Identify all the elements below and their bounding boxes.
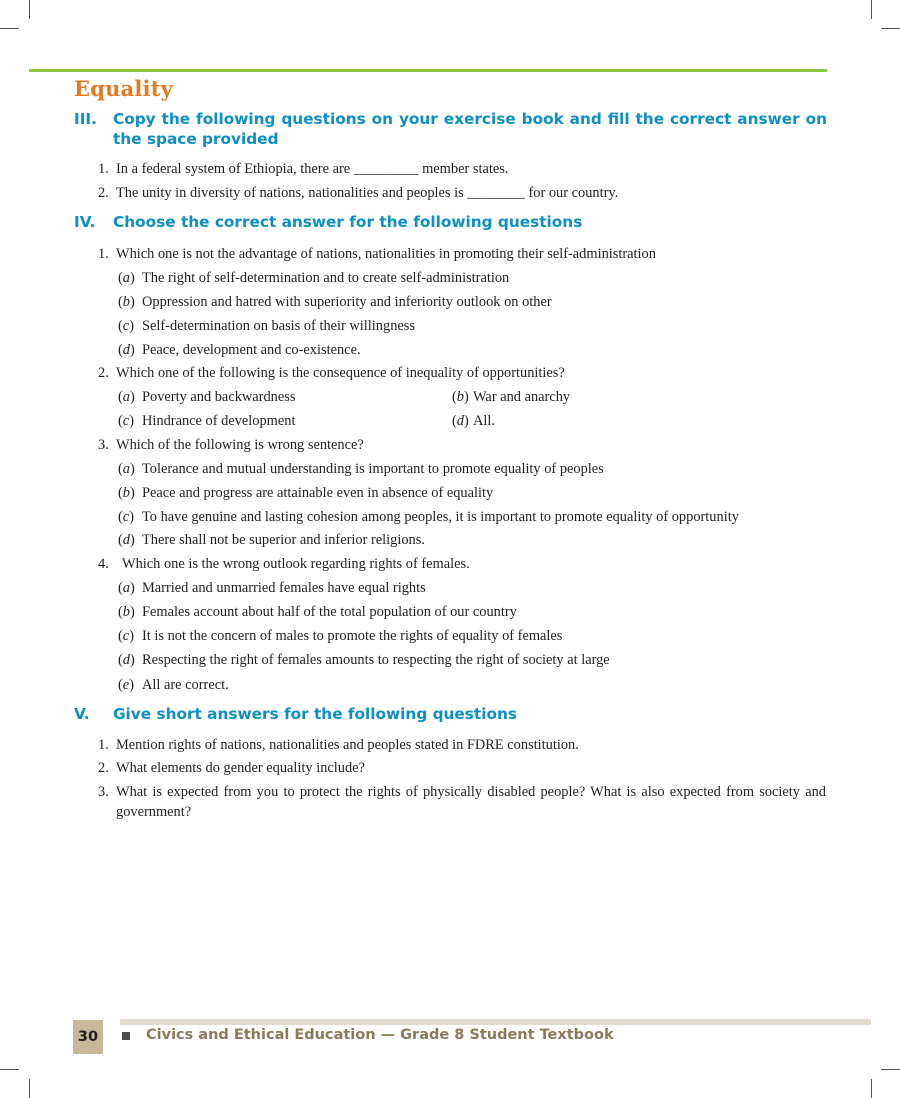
crop-mark <box>29 1079 30 1098</box>
section-3-heading-text: Copy the following questions on your exercise book and fill the correct answer on the space provided <box>113 110 827 148</box>
header-rule <box>29 69 827 72</box>
crop-mark <box>881 1069 900 1070</box>
footer-book-title: Civics and Ethical Education — Grade 8 Student Textbook <box>146 1027 614 1043</box>
crop-mark <box>881 28 900 29</box>
crop-mark <box>871 0 872 19</box>
page-title: Equality <box>74 76 174 101</box>
crop-mark <box>29 0 30 19</box>
section-4-number: IV. <box>74 213 96 231</box>
footer-rule <box>120 1019 871 1025</box>
section-4-heading-text: Choose the correct answer for the following questions <box>113 213 583 231</box>
crop-mark <box>0 28 19 29</box>
section-3-number: III. <box>74 110 97 128</box>
list-item-text: What is expected from you to protect the rights of physically disabled people? What is also expected from society and government? <box>116 784 826 820</box>
crop-mark <box>871 1079 872 1098</box>
crop-mark <box>0 1069 19 1070</box>
section-5-heading-text: Give short answers for the following questions <box>113 705 517 723</box>
square-bullet-icon <box>122 1032 130 1040</box>
section-3-heading <box>74 109 827 149</box>
section-4-heading <box>74 212 827 232</box>
section-5-number: V. <box>74 705 90 723</box>
section-5-heading <box>74 704 827 724</box>
page-number: 30 <box>73 1020 103 1054</box>
